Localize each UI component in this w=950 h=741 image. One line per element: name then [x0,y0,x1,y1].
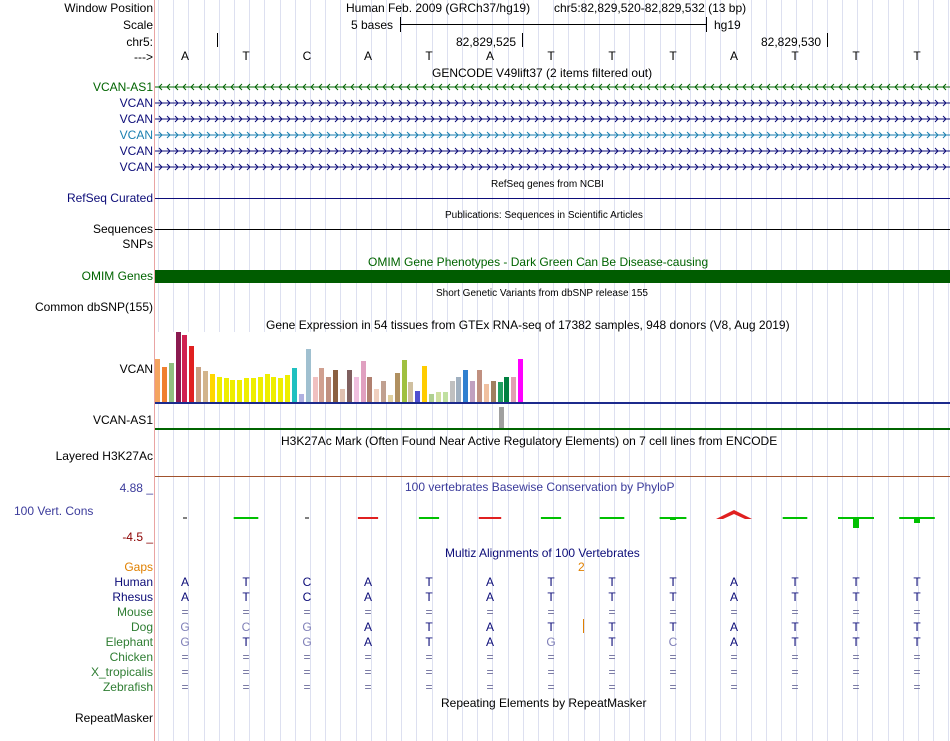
gridline [690,0,691,741]
alignment-base: T [608,575,616,589]
cons-max: 4.88 _ [119,481,153,495]
gencode-title: GENCODE V49lift37 (2 items filtered out) [432,66,653,80]
gtex-tissue-bar[interactable] [470,381,475,402]
sequence-base: T [913,49,921,63]
gridline [812,0,813,741]
alignment-base: T [608,590,616,604]
alignment-base: = [364,605,372,619]
omim-label[interactable]: OMIM Genes [81,269,153,283]
ruler-tick [827,33,828,47]
alignment-base: T [425,575,433,589]
scale-bar-right-tick [706,17,707,32]
alignment-base: = [913,605,921,619]
cons-score-stem [670,517,676,520]
snps-label[interactable]: SNPs [122,237,153,251]
cons-score-mark [479,517,501,519]
alignment-base: T [852,635,860,649]
ruler-coord-1: 82,829,525 [456,35,517,49]
alignment-base: = [486,650,494,664]
alignment-base: = [547,680,555,694]
alignment-base: = [486,665,494,679]
gtex-tissue-bar[interactable] [230,380,235,402]
alignment-base: = [364,650,372,664]
gridline [888,0,889,741]
alignment-base: = [242,680,250,694]
gridline [751,0,752,741]
alignment-base: = [852,665,860,679]
alignment-base: A [485,635,494,649]
alignment-base: = [730,605,738,619]
gtex-tissue-bar[interactable] [217,377,222,402]
gtex-tissue-bar[interactable] [258,377,263,402]
alignment-base: = [303,650,311,664]
alignment-base: A [729,575,738,589]
alignment-base: T [669,590,677,604]
gtex-tissue-bar[interactable] [333,370,338,402]
gencode-track-line[interactable] [155,82,950,92]
alignment-base: T [608,620,616,634]
alignment-base: = [730,650,738,664]
gtex-tissue-bar[interactable] [436,392,441,402]
alignment-base: T [852,575,860,589]
alignment-base: = [730,680,738,694]
dbsnp-title: Short Genetic Variants from dbSNP release 155 [436,288,648,299]
gridline [842,0,843,741]
gencode-track-line[interactable] [155,130,950,140]
alignment-base: = [425,680,433,694]
alignment-base: A [485,590,494,604]
gtex-tissue-bar[interactable] [361,361,366,402]
gtex-tissue-bar[interactable] [265,374,270,402]
alignment-base: T [425,620,433,634]
alignment-base: C [668,635,678,649]
alignment-base: T [791,575,799,589]
strand-arrow-label: ---> [134,50,153,64]
repeat-title: Repeating Elements by RepeatMasker [441,696,647,710]
gtex-tissue-bar[interactable] [429,394,434,402]
gtex-tissue-bar[interactable] [278,378,283,402]
cons-score-mark [358,517,378,519]
cons-score-mark [541,517,561,519]
alignment-base: A [485,575,494,589]
repeat-label[interactable]: RepeatMasker [74,711,153,725]
gencode-track-label[interactable]: VCAN [119,128,153,142]
gencode-track-label[interactable]: VCAN-AS1 [92,80,153,94]
alignment-base: T [669,620,677,634]
position-title: chr5:82,829,520-82,829,532 (13 bp) [554,1,747,15]
alignment-base: A [363,635,372,649]
alignment-base: = [608,605,616,619]
gtex-tissue-bar[interactable] [354,377,359,402]
alignment-base: A [729,620,738,634]
alignment-base: = [791,605,799,619]
gap-marker [583,619,584,633]
cons-min: -4.5 _ [122,530,153,544]
scale-bar-left-tick [400,17,401,32]
alignment-base: A [180,590,189,604]
sequence-base: C [302,49,312,63]
sequence-base: T [425,49,433,63]
sequence-base: T [242,49,250,63]
species-label[interactable]: Human [114,575,153,589]
gap-value: 2 [578,560,585,574]
alignment-base: = [791,650,799,664]
alignment-base: T [242,590,250,604]
alignment-base: = [364,665,372,679]
gtex-tissue-bar[interactable] [162,367,167,402]
publications-line [155,229,950,230]
gtex-tissue-bar[interactable] [251,378,256,402]
cons-score-stem [609,517,615,519]
gtex-tissue-bar[interactable] [237,380,242,402]
gtex-tissue-bar[interactable] [477,370,482,402]
cons-plot[interactable] [155,490,950,540]
alignment-base: T [242,635,250,649]
species-label[interactable]: X_tropicalis [90,665,153,679]
alignment-base: T [791,635,799,649]
alignment-base: = [852,605,860,619]
gridline [781,0,782,741]
gtex-tissue-bar[interactable] [443,392,448,402]
alignment-base: = [730,665,738,679]
alignment-base: = [181,605,189,619]
sequence-base: T [669,49,677,63]
sequence-base: A [485,49,494,63]
gtex-vcan-as1-baseline [155,428,950,430]
species-label[interactable]: Chicken [109,650,153,664]
h3k27ac-label[interactable]: Layered H3K27Ac [55,449,153,463]
alignment-base: = [303,605,311,619]
gtex-tissue-bar[interactable] [313,377,318,402]
h3k27ac-title: H3K27Ac Mark (Often Found Near Active Regulatory Elements) on 7 cell lines from ENCODE [281,434,778,448]
gtex-baseline [155,402,950,404]
gridline [903,0,904,741]
scale-label: Scale [122,18,153,32]
alignment-base: = [242,650,250,664]
cons-score-stem [243,517,249,519]
alignment-base: = [547,605,555,619]
gtex-tissue-bar[interactable] [285,375,290,402]
cons-score-mark [419,517,439,519]
gtex-tissue-bar[interactable] [299,394,304,402]
alignment-base: T [913,620,921,634]
multiz-title: Multiz Alignments of 100 Vertebrates [445,546,640,560]
alignment-base: = [181,650,189,664]
alignment-base: = [181,680,189,694]
alignment-base: = [913,680,921,694]
alignment-base: T [913,590,921,604]
scale-text: 5 bases [351,18,394,32]
alignment-base: A [485,620,494,634]
ruler-tick [522,33,523,47]
sequence-base: T [791,49,799,63]
alignment-base: = [364,680,372,694]
window-position-label: Window Position [64,1,153,15]
alignment-base: = [547,665,555,679]
species-label[interactable]: Elephant [105,635,153,649]
alignment-base: = [303,680,311,694]
gencode-track-line[interactable] [155,162,950,172]
gridline [705,0,706,741]
publications-label[interactable]: Sequences [92,222,153,236]
gtex-tissue-bar[interactable] [402,360,407,402]
alignment-base: G [302,635,312,649]
cons-score-stem [914,517,920,523]
alignment-base: = [852,650,860,664]
alignment-base: = [242,605,250,619]
gtex-vcan-label[interactable]: VCAN [119,362,153,376]
gtex-tissue-bar[interactable] [422,366,427,402]
alignment-base: = [547,650,555,664]
gtex-tissue-bar[interactable] [395,373,400,402]
alignment-base: = [608,665,616,679]
gtex-tissue-bar[interactable] [450,381,455,402]
alignment-base: C [302,575,312,589]
gencode-track-label[interactable]: VCAN [119,112,153,126]
gridline [584,0,585,741]
alignment-base: T [425,590,433,604]
gtex-tissue-bar[interactable] [484,384,489,402]
gtex-tissue-bar[interactable] [518,359,523,402]
alignment-base: = [913,650,921,664]
gtex-title: Gene Expression in 54 tissues from GTEx RNA-seq of 17382 samples, 948 donors (V8, Aug 2019) [266,318,790,332]
gridline [538,0,539,741]
alignment-base: A [363,590,372,604]
sequence-base: T [547,49,555,63]
alignment-base: T [791,620,799,634]
gtex-tissue-bar[interactable] [210,374,215,402]
gtex-tissue-bar[interactable] [374,389,379,402]
alignment-base: A [729,590,738,604]
gridline [872,0,873,741]
alignment-base: T [791,590,799,604]
species-label[interactable]: Zebrafish [102,680,153,694]
gencode-track-label[interactable]: VCAN [119,144,153,158]
gtex-tissue-bar[interactable] [491,381,496,402]
db-label: hg19 [714,18,741,32]
species-label[interactable]: Rhesus [112,590,153,604]
alignment-base: T [547,590,555,604]
sequence-base: A [180,49,189,63]
alignment-base: T [669,575,677,589]
ruler-coord-2: 82,829,530 [761,35,822,49]
gridline [948,0,949,741]
cons-score-mark [716,510,752,519]
alignment-base: C [241,620,251,634]
gtex-tissue-bar[interactable] [155,359,160,402]
assembly-title: Human Feb. 2009 (GRCh37/hg19) [346,1,531,15]
gtex-tissue-bar[interactable] [306,349,311,402]
gridline [629,0,630,741]
dbsnp-label[interactable]: Common dbSNP(155) [34,300,153,314]
alignment-base: G [180,635,190,649]
alignment-base: A [180,575,189,589]
alignment-base: = [242,665,250,679]
alignment-base: A [729,635,738,649]
alignment-base: = [852,680,860,694]
alignment-base: = [669,650,677,664]
alignment-base: = [608,650,616,664]
gtex-tissue-bar[interactable] [408,382,413,402]
alignment-base: = [913,665,921,679]
alignment-base: = [486,680,494,694]
refseq-title: RefSeq genes from NCBI [491,179,604,190]
gtex-tissue-bar[interactable] [381,381,386,402]
gtex-tissue-bar[interactable] [319,368,324,402]
cons-title: 100 vertebrates Basewise Conservation by PhyloP [405,480,675,494]
gencode-track-label[interactable]: VCAN [119,160,153,174]
gtex-tissue-bar[interactable] [511,377,516,402]
alignment-base: = [303,665,311,679]
alignment-base: = [791,680,799,694]
gencode-track-line[interactable] [155,98,950,108]
gridline [720,0,721,741]
alignment-base: = [669,605,677,619]
gtex-tissue-bar[interactable] [367,377,372,402]
alignment-base: A [363,575,372,589]
gridline [568,0,569,741]
gtex-tissue-bar[interactable] [340,389,345,402]
gridline [644,0,645,741]
alignment-base: G [180,620,190,634]
gtex-tissue-bar[interactable] [292,368,297,402]
alignment-base: G [546,635,556,649]
alignment-base: = [608,680,616,694]
alignment-base: = [425,605,433,619]
alignment-base: T [547,575,555,589]
refseq-label[interactable]: RefSeq Curated [66,191,153,205]
gtex-tissue-bar[interactable] [176,332,181,402]
gtex-tissue-bar[interactable] [504,377,509,402]
gtex-tissue-bar[interactable] [169,363,174,402]
gtex-vcan-as1-label[interactable]: VCAN-AS1 [92,413,153,427]
alignment-base: = [669,665,677,679]
gtex-tissue-bar[interactable] [244,378,249,402]
cons-score-stem [853,517,859,528]
gtex-tissue-bar[interactable] [196,367,201,402]
publications-title: Publications: Sequences in Scientific Articles [445,210,643,221]
gtex-tissue-bar[interactable] [326,377,331,402]
alignment-base: = [669,680,677,694]
alignment-base: = [486,605,494,619]
gridline [766,0,767,741]
alignment-base: T [425,635,433,649]
gtex-tissue-bar[interactable] [347,370,352,402]
sequence-base: T [608,49,616,63]
gencode-track-line[interactable] [155,146,950,156]
sequence-base: T [852,49,860,63]
gtex-tissue-bar[interactable] [388,395,393,402]
cons-label[interactable]: 100 Vert. Cons [14,504,94,518]
alignment-base: = [425,650,433,664]
alignment-base: T [913,635,921,649]
ruler-tick [217,33,218,47]
alignment-base: = [425,665,433,679]
sequence-base: A [363,49,372,63]
species-label[interactable]: Mouse [116,605,153,619]
alignment-base: = [791,665,799,679]
gtex-tissue-bar[interactable] [203,371,208,402]
gtex-tissue-bar[interactable] [498,382,503,402]
alignment-base: G [302,620,312,634]
gtex-tissue-bar[interactable] [463,370,468,402]
gtex-tissue-bar[interactable] [224,378,229,402]
gaps-label: Gaps [124,560,153,574]
alignment-base: T [608,635,616,649]
alignment-base: = [181,665,189,679]
gtex-vcan-as1-bar[interactable] [499,407,504,428]
alignment-base: T [852,590,860,604]
chr-label: chr5: [126,35,153,49]
cons-score-stem [792,517,798,519]
omim-block[interactable] [155,270,950,283]
alignment-base: C [302,590,312,604]
gencode-track-label[interactable]: VCAN [119,96,153,110]
gridline [599,0,600,741]
species-label[interactable]: Dog [130,620,153,634]
alignment-base: T [242,575,250,589]
alignment-base: T [852,620,860,634]
sequence-base: A [729,49,738,63]
gencode-track-line[interactable] [155,114,950,124]
gtex-tissue-bar[interactable] [456,377,461,402]
omim-title: OMIM Gene Phenotypes - Dark Green Can Be Disease-causing [368,255,709,269]
gtex-tissue-bar[interactable] [182,335,187,402]
alignment-base: T [913,575,921,589]
gridline [660,0,661,741]
gtex-tissue-bar[interactable] [189,346,194,402]
gtex-tissue-bar[interactable] [415,391,420,402]
refseq-line [155,198,950,199]
h3k27ac-line [155,476,950,477]
alignment-base: T [547,620,555,634]
gtex-tissue-bar[interactable] [271,377,276,402]
gridline [933,0,934,741]
alignment-base: A [363,620,372,634]
gridline [827,0,828,741]
scale-bar [400,24,707,25]
